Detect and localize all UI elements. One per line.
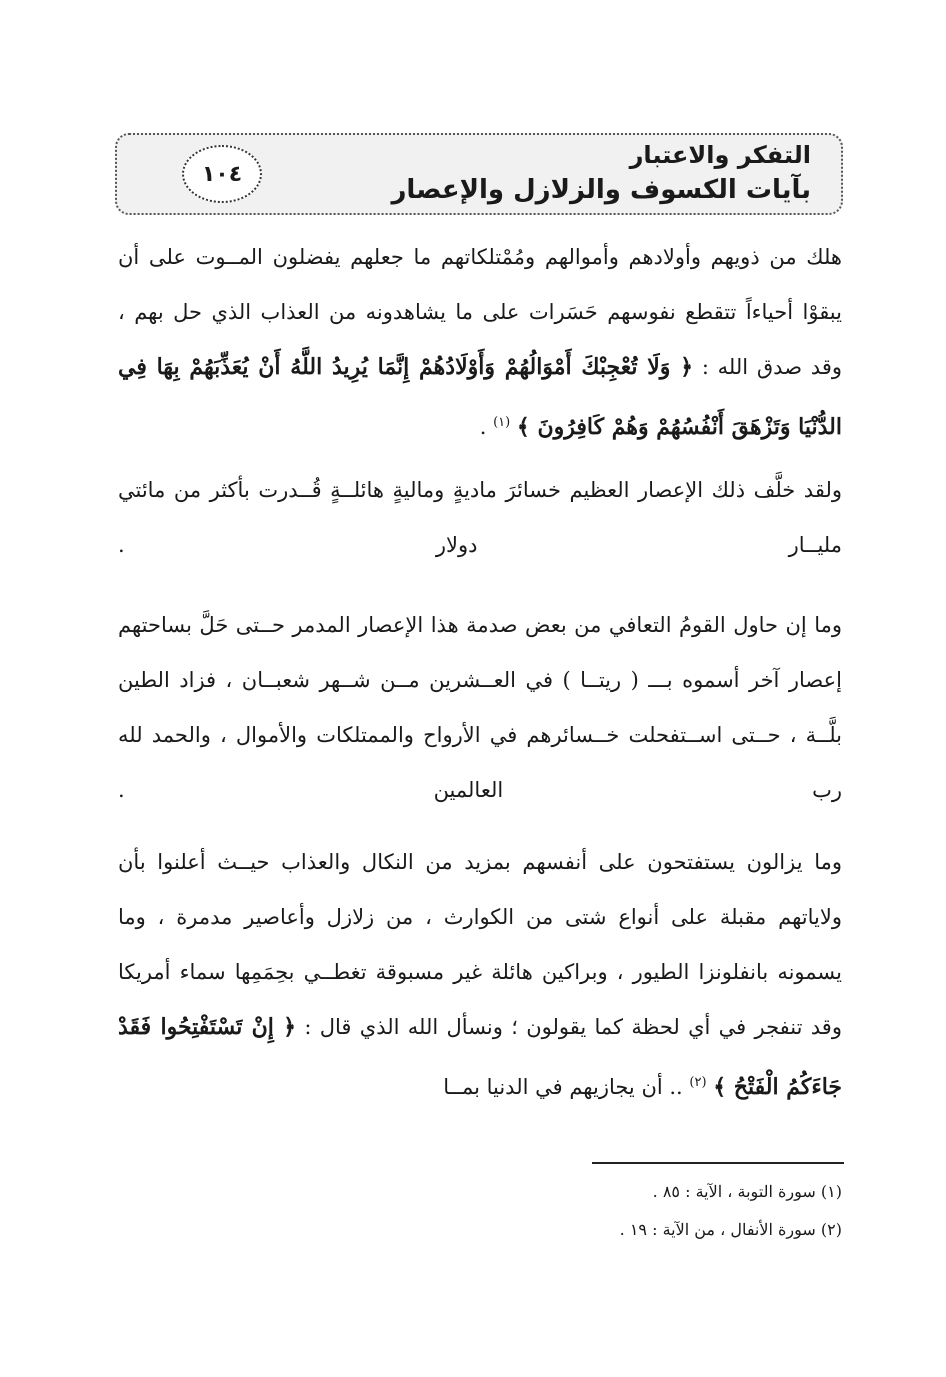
page-number: ١٠٤ bbox=[201, 161, 243, 187]
header-subtitle: بآيات الكسوف والزلازل والإعصار bbox=[391, 175, 811, 205]
header-title: التفكر والاعتبار bbox=[629, 141, 811, 169]
page-number-badge bbox=[182, 145, 262, 203]
footnote-ref-1: (١) bbox=[493, 415, 511, 430]
paragraph-4 bbox=[118, 835, 842, 1115]
paragraph-2: ولقد خلَّف ذلك الإعصار العظيم خسائرَ ماديةٍ وماليةٍ هائلــةٍ قُــدرت بأكثر من مائتي مليــار دولار . bbox=[118, 478, 842, 557]
paragraph-3-block bbox=[118, 598, 842, 873]
footnote-ref-2: (٢) bbox=[689, 1075, 707, 1090]
paragraph-4-text: وما يزالون يستفتحون على أنفسهم بمزيد من النكال والعذاب حيــث أعلنوا بأن ولاياتهم مقبلة على أنواع شتى من الكوارث ، من زلازل وأعاصير مدمرة ، وما يسمونه بانفلونزا الطيور ، وبراكين هائلة غير مسبوقة تغطــي بحِمَمِها سماء أمريكا وقد تنفجر في أي لحظة كما يقولون ؛ ونسأل الله الذي قال : bbox=[118, 850, 842, 1039]
footnote-divider bbox=[592, 1162, 844, 1164]
quran-verse-2: ﴿ إِنْ تَسْتَفْتِحُوا فَقَدْ جَاءَكُمُ الْفَتْحُ ﴾ bbox=[118, 1014, 842, 1100]
page-header bbox=[115, 133, 843, 215]
paragraph-1 bbox=[118, 230, 842, 455]
paragraph-4-block bbox=[118, 835, 842, 1115]
paragraph-1-text: هلك من ذويهم وأولادهم وأموالهم ومُمْتلكاتهم ما جعلهم يفضلون المــوت على أن يبقوْا أحياءاً تتقطع نفوسهم حَسَرات على ما يشاهدونه من العذاب الذي حل بهم ، وقد صدق الله : bbox=[118, 245, 842, 379]
paragraph-3: وما إن حاول القومُ التعافي من بعض صدمة هذا الإعصار المدمر حــتى حَلَّ بساحتهم إعصار آخر أسموه بـــ ( ريتــا ) في العــشرين مــن شــهر شعبــان ، فزاد الطين بلَّــة ، حــتى اســتفحلت خــسائرهم في الأرواح والممتلكات والأموال ، والحمد لله رب العالمين . bbox=[118, 613, 842, 802]
paragraph-4-end: .. أن يجازيهم في الدنيا بمــا bbox=[443, 1075, 690, 1099]
quran-verse-1: ﴿ وَلَا تُعْجِبْكَ أَمْوَالُهُمْ وَأَوْلَادُهُمْ إِنَّمَا يُرِيدُ اللَّهُ أَنْ يُعَذِّبَهُمْ بِهَا فِي الدُّنْيَا وَتَزْهَقَ أَنْفُسُهُمْ وَهُمْ كَافِرُونَ ﴾ bbox=[118, 354, 842, 440]
footnote-1: (١) سورة التوبة ، الآية : ٨٥ . bbox=[652, 1182, 842, 1201]
paragraph-1-block bbox=[118, 230, 842, 455]
paragraph-1-end: . bbox=[479, 415, 494, 439]
footnote-2: (٢) سورة الأنفال ، من الآية : ١٩ . bbox=[619, 1220, 842, 1239]
